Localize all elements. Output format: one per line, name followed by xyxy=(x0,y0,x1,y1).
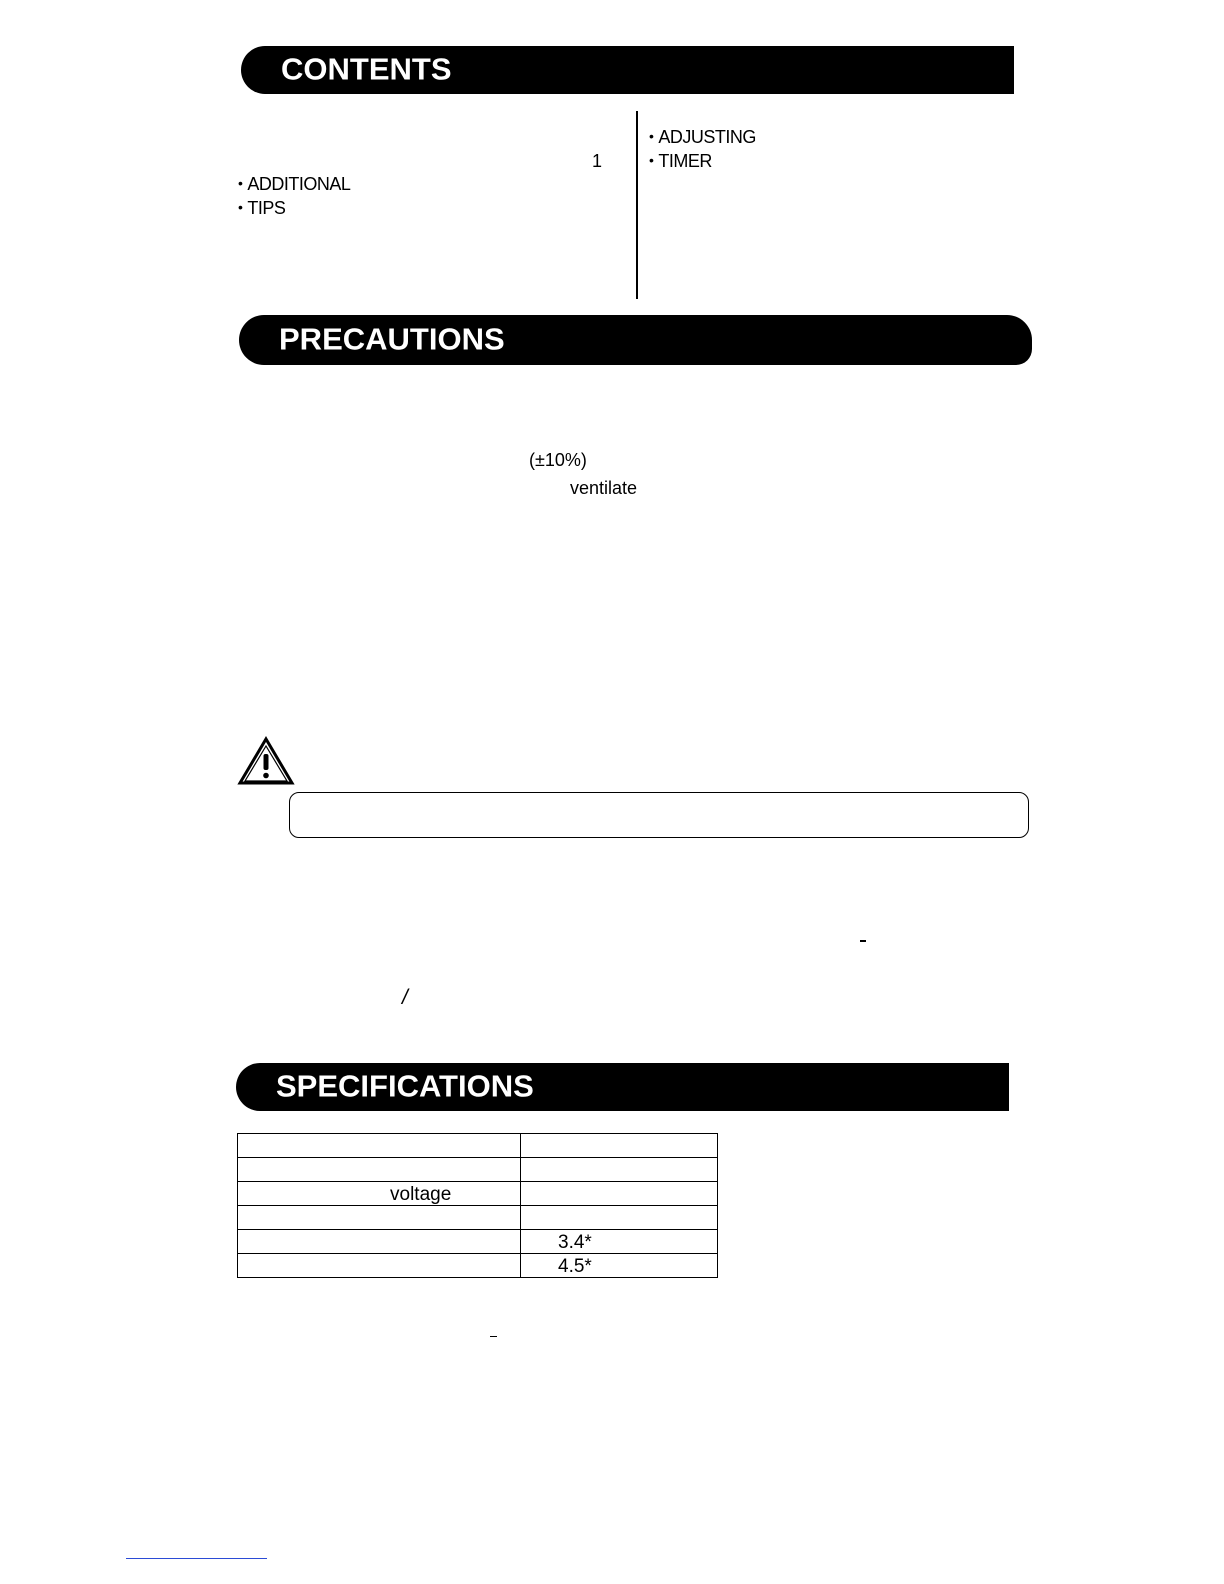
spec-value-cell: 3.4* xyxy=(521,1230,718,1254)
voltage-tolerance-text: (±10%) xyxy=(529,450,587,470)
table-row xyxy=(238,1182,718,1206)
contents-heading-label: CONTENTS xyxy=(281,51,452,87)
print-speck xyxy=(490,1336,497,1337)
precautions-heading xyxy=(239,315,1032,365)
specifications-heading-label: SPECIFICATIONS xyxy=(276,1068,534,1104)
toc-page-number: 1 xyxy=(592,151,602,171)
toc-item-label: TIPS xyxy=(247,198,286,218)
footer-rule xyxy=(126,1558,267,1559)
spec-value-cell xyxy=(521,1182,718,1206)
spec-label-cell: voltage xyxy=(238,1182,521,1206)
warning-triangle-icon xyxy=(237,736,295,786)
bullet-icon: • xyxy=(649,152,654,168)
bullet-icon: • xyxy=(238,175,243,191)
spec-value-cell xyxy=(521,1134,718,1158)
toc-item-adjusting[interactable] xyxy=(649,127,756,148)
table-row xyxy=(238,1206,718,1230)
toc-item-timer[interactable] xyxy=(649,151,712,172)
spec-label-cell xyxy=(238,1230,521,1254)
table-row xyxy=(238,1134,718,1158)
precautions-heading-label: PRECAUTIONS xyxy=(279,321,505,357)
table-row xyxy=(238,1254,718,1278)
spec-value-cell: 4.5* xyxy=(521,1254,718,1278)
table-row xyxy=(238,1230,718,1254)
spec-label-cell xyxy=(238,1134,521,1158)
toc-item-tips[interactable] xyxy=(238,198,285,219)
slash-mark: / xyxy=(402,986,408,1009)
print-speck xyxy=(860,940,866,942)
spec-label-cell xyxy=(238,1254,521,1278)
spec-value-cell xyxy=(521,1206,718,1230)
toc-item-additional[interactable] xyxy=(238,174,350,195)
warning-notice-box xyxy=(289,792,1029,838)
toc-item-label: ADDITIONAL xyxy=(247,174,351,194)
spec-label-cell xyxy=(238,1158,521,1182)
column-divider xyxy=(636,111,638,299)
spec-label-cell xyxy=(238,1206,521,1230)
specifications-table xyxy=(237,1133,718,1278)
ventilate-text: ventilate xyxy=(570,478,638,498)
toc-item-label: TIMER xyxy=(658,151,712,171)
spec-value-cell xyxy=(521,1158,718,1182)
toc-item-label: ADJUSTING xyxy=(658,127,756,147)
bullet-icon: • xyxy=(238,199,243,215)
contents-heading xyxy=(241,46,1014,94)
table-row xyxy=(238,1158,718,1182)
specifications-heading xyxy=(236,1063,1009,1111)
bullet-icon: • xyxy=(649,128,654,144)
